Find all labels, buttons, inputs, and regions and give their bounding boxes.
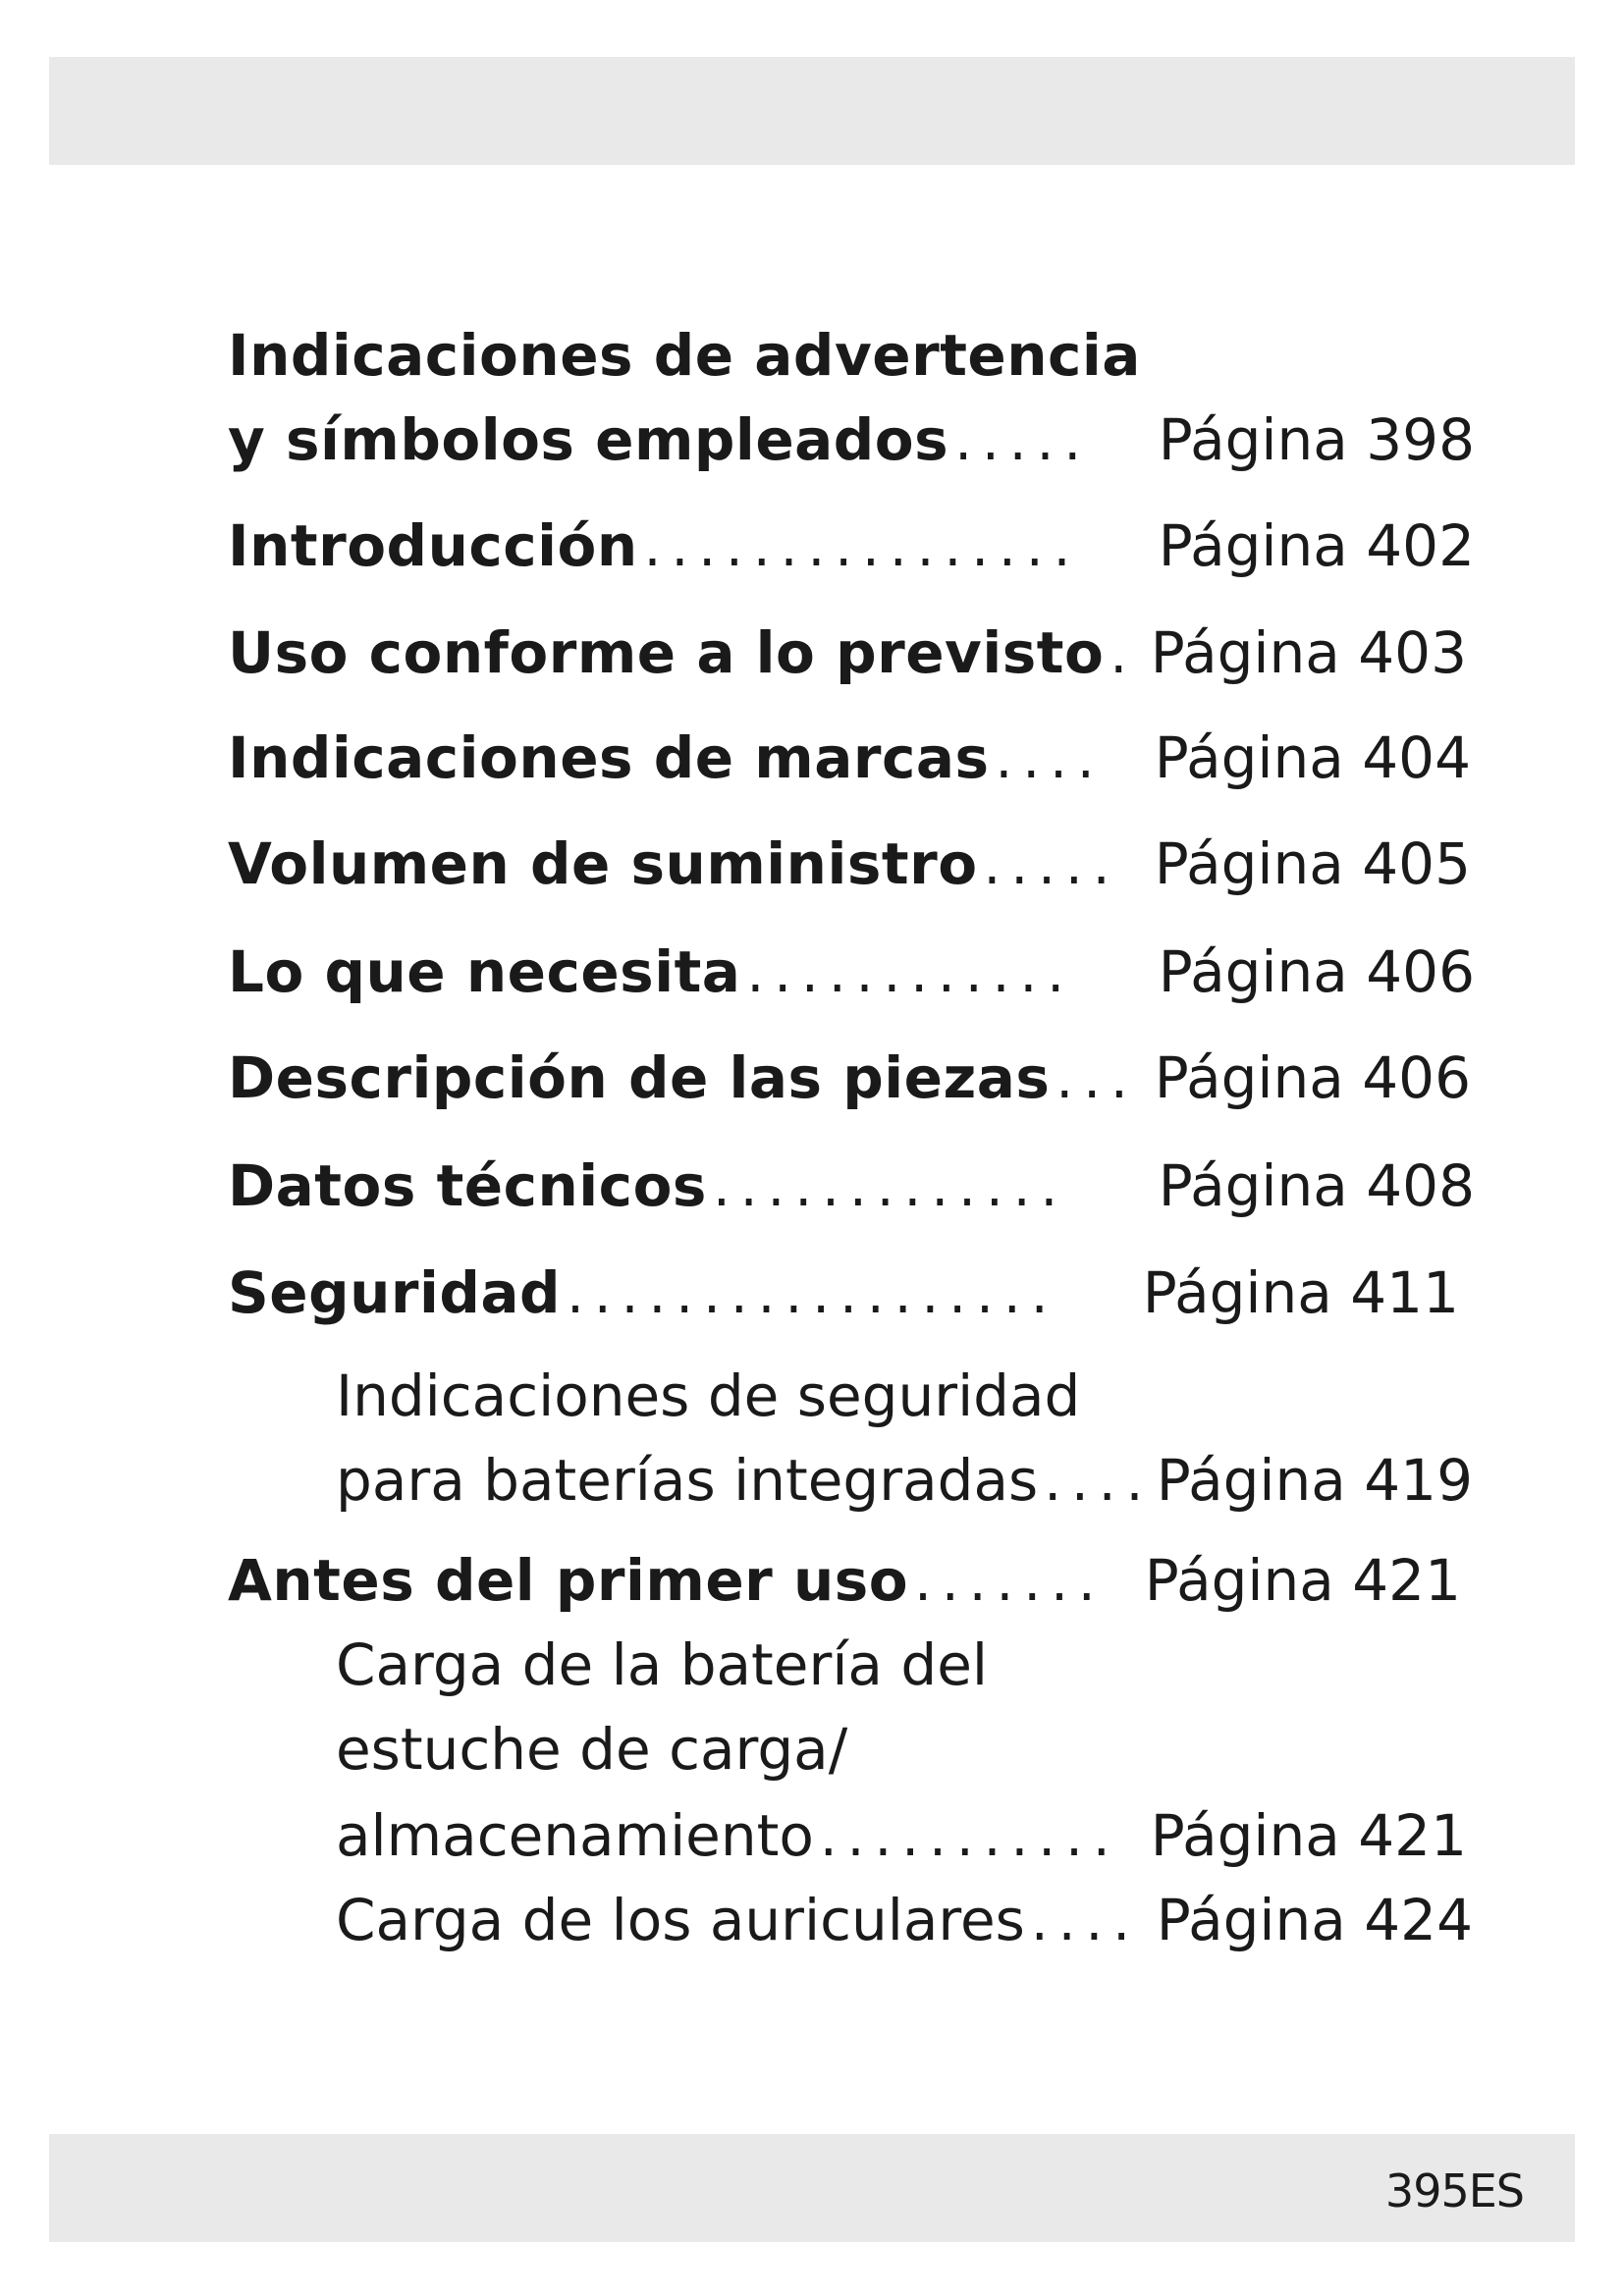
toc-entry[interactable] (228, 512, 1475, 591)
toc-entry[interactable] (228, 724, 1471, 803)
toc-entry-title: Lo que necesita (228, 938, 741, 1005)
toc-page-number: Página 421 (1144, 1547, 1461, 1614)
toc-leader-dots: .... (995, 727, 1105, 791)
toc-subentry[interactable] (336, 1887, 1473, 1965)
toc-page-number: Página 406 (1154, 1044, 1471, 1111)
toc-leader-dots: . (1110, 622, 1138, 686)
toc-entry-title: Antes del primer uso (228, 1547, 909, 1614)
toc-entry-title: almacenamiento (336, 1802, 814, 1869)
toc-leader-dots: ........... (819, 1805, 1120, 1869)
toc-entry-title: Descripción de las piezas (228, 1044, 1051, 1111)
toc-entry-title: Indicaciones de advertencia (228, 322, 1141, 389)
toc-entry[interactable] (228, 619, 1467, 698)
toc-entry-title: Introducción (228, 512, 638, 579)
toc-subentry-title (336, 1362, 1080, 1441)
toc-entry-title: Indicaciones de marcas (228, 724, 990, 791)
toc-entry-title: Carga de los auriculares (336, 1887, 1025, 1953)
toc-entry-title: Uso conforme a lo previsto (228, 619, 1105, 686)
footer-band (49, 2134, 1575, 2242)
toc-entry-title: estuche de carga/ (336, 1716, 848, 1783)
toc-entry[interactable] (228, 1547, 1461, 1626)
toc-page-number: Página 402 (1158, 512, 1475, 579)
toc-page-number: Página 408 (1158, 1152, 1475, 1219)
toc-leader-dots: ....... (914, 1550, 1106, 1614)
toc-leader-dots: .... (1030, 1890, 1141, 1953)
toc-entry-title (228, 322, 1141, 400)
toc-leader-dots: ..... (954, 409, 1092, 473)
toc-leader-dots: ................ (643, 515, 1081, 579)
page-number: 395ES (1384, 2164, 1524, 2217)
toc-entry-title: Volumen de suministro (228, 830, 978, 897)
toc-leader-dots: ..... (983, 833, 1120, 897)
toc-entry-title: Datos técnicos (228, 1152, 707, 1219)
toc-entry[interactable] (228, 938, 1475, 1017)
toc-page-number: Página 411 (1142, 1259, 1459, 1326)
toc-page-number: Página 406 (1158, 938, 1475, 1005)
toc-entry[interactable] (228, 1259, 1459, 1338)
toc-page-number: Página 419 (1156, 1447, 1473, 1514)
toc-entry[interactable] (228, 406, 1475, 485)
toc-page-number: Página 405 (1154, 830, 1471, 897)
header-band (49, 57, 1575, 165)
toc-entry-title: y símbolos empleados (228, 406, 949, 473)
toc-leader-dots: .... (1044, 1450, 1154, 1514)
toc-leader-dots: ............. (712, 1155, 1068, 1219)
toc-subentry-title (336, 1631, 988, 1710)
toc-entry-title: para baterías integradas (336, 1447, 1039, 1514)
toc-page-number: Página 421 (1150, 1802, 1467, 1869)
toc-subentry[interactable] (336, 1802, 1467, 1881)
toc-subentry[interactable] (336, 1447, 1473, 1525)
toc-page-number: Página 404 (1154, 724, 1471, 791)
toc-entry-title: Indicaciones de seguridad (336, 1362, 1081, 1429)
toc-leader-dots: ... (1056, 1047, 1138, 1111)
toc-entry[interactable] (228, 1152, 1475, 1231)
toc-entry[interactable] (228, 1044, 1471, 1123)
toc-entry[interactable] (228, 830, 1471, 909)
toc-leader-dots: ............ (746, 941, 1075, 1005)
toc-subentry-title (336, 1716, 847, 1794)
toc-entry-title: Seguridad (228, 1259, 562, 1326)
toc-page-number: Página 424 (1156, 1887, 1473, 1953)
toc-entry-title: Carga de la batería del (336, 1631, 989, 1698)
toc-page-number: Página 398 (1158, 406, 1475, 473)
toc-leader-dots: .................. (567, 1262, 1058, 1326)
toc-page-number: Página 403 (1150, 619, 1467, 686)
